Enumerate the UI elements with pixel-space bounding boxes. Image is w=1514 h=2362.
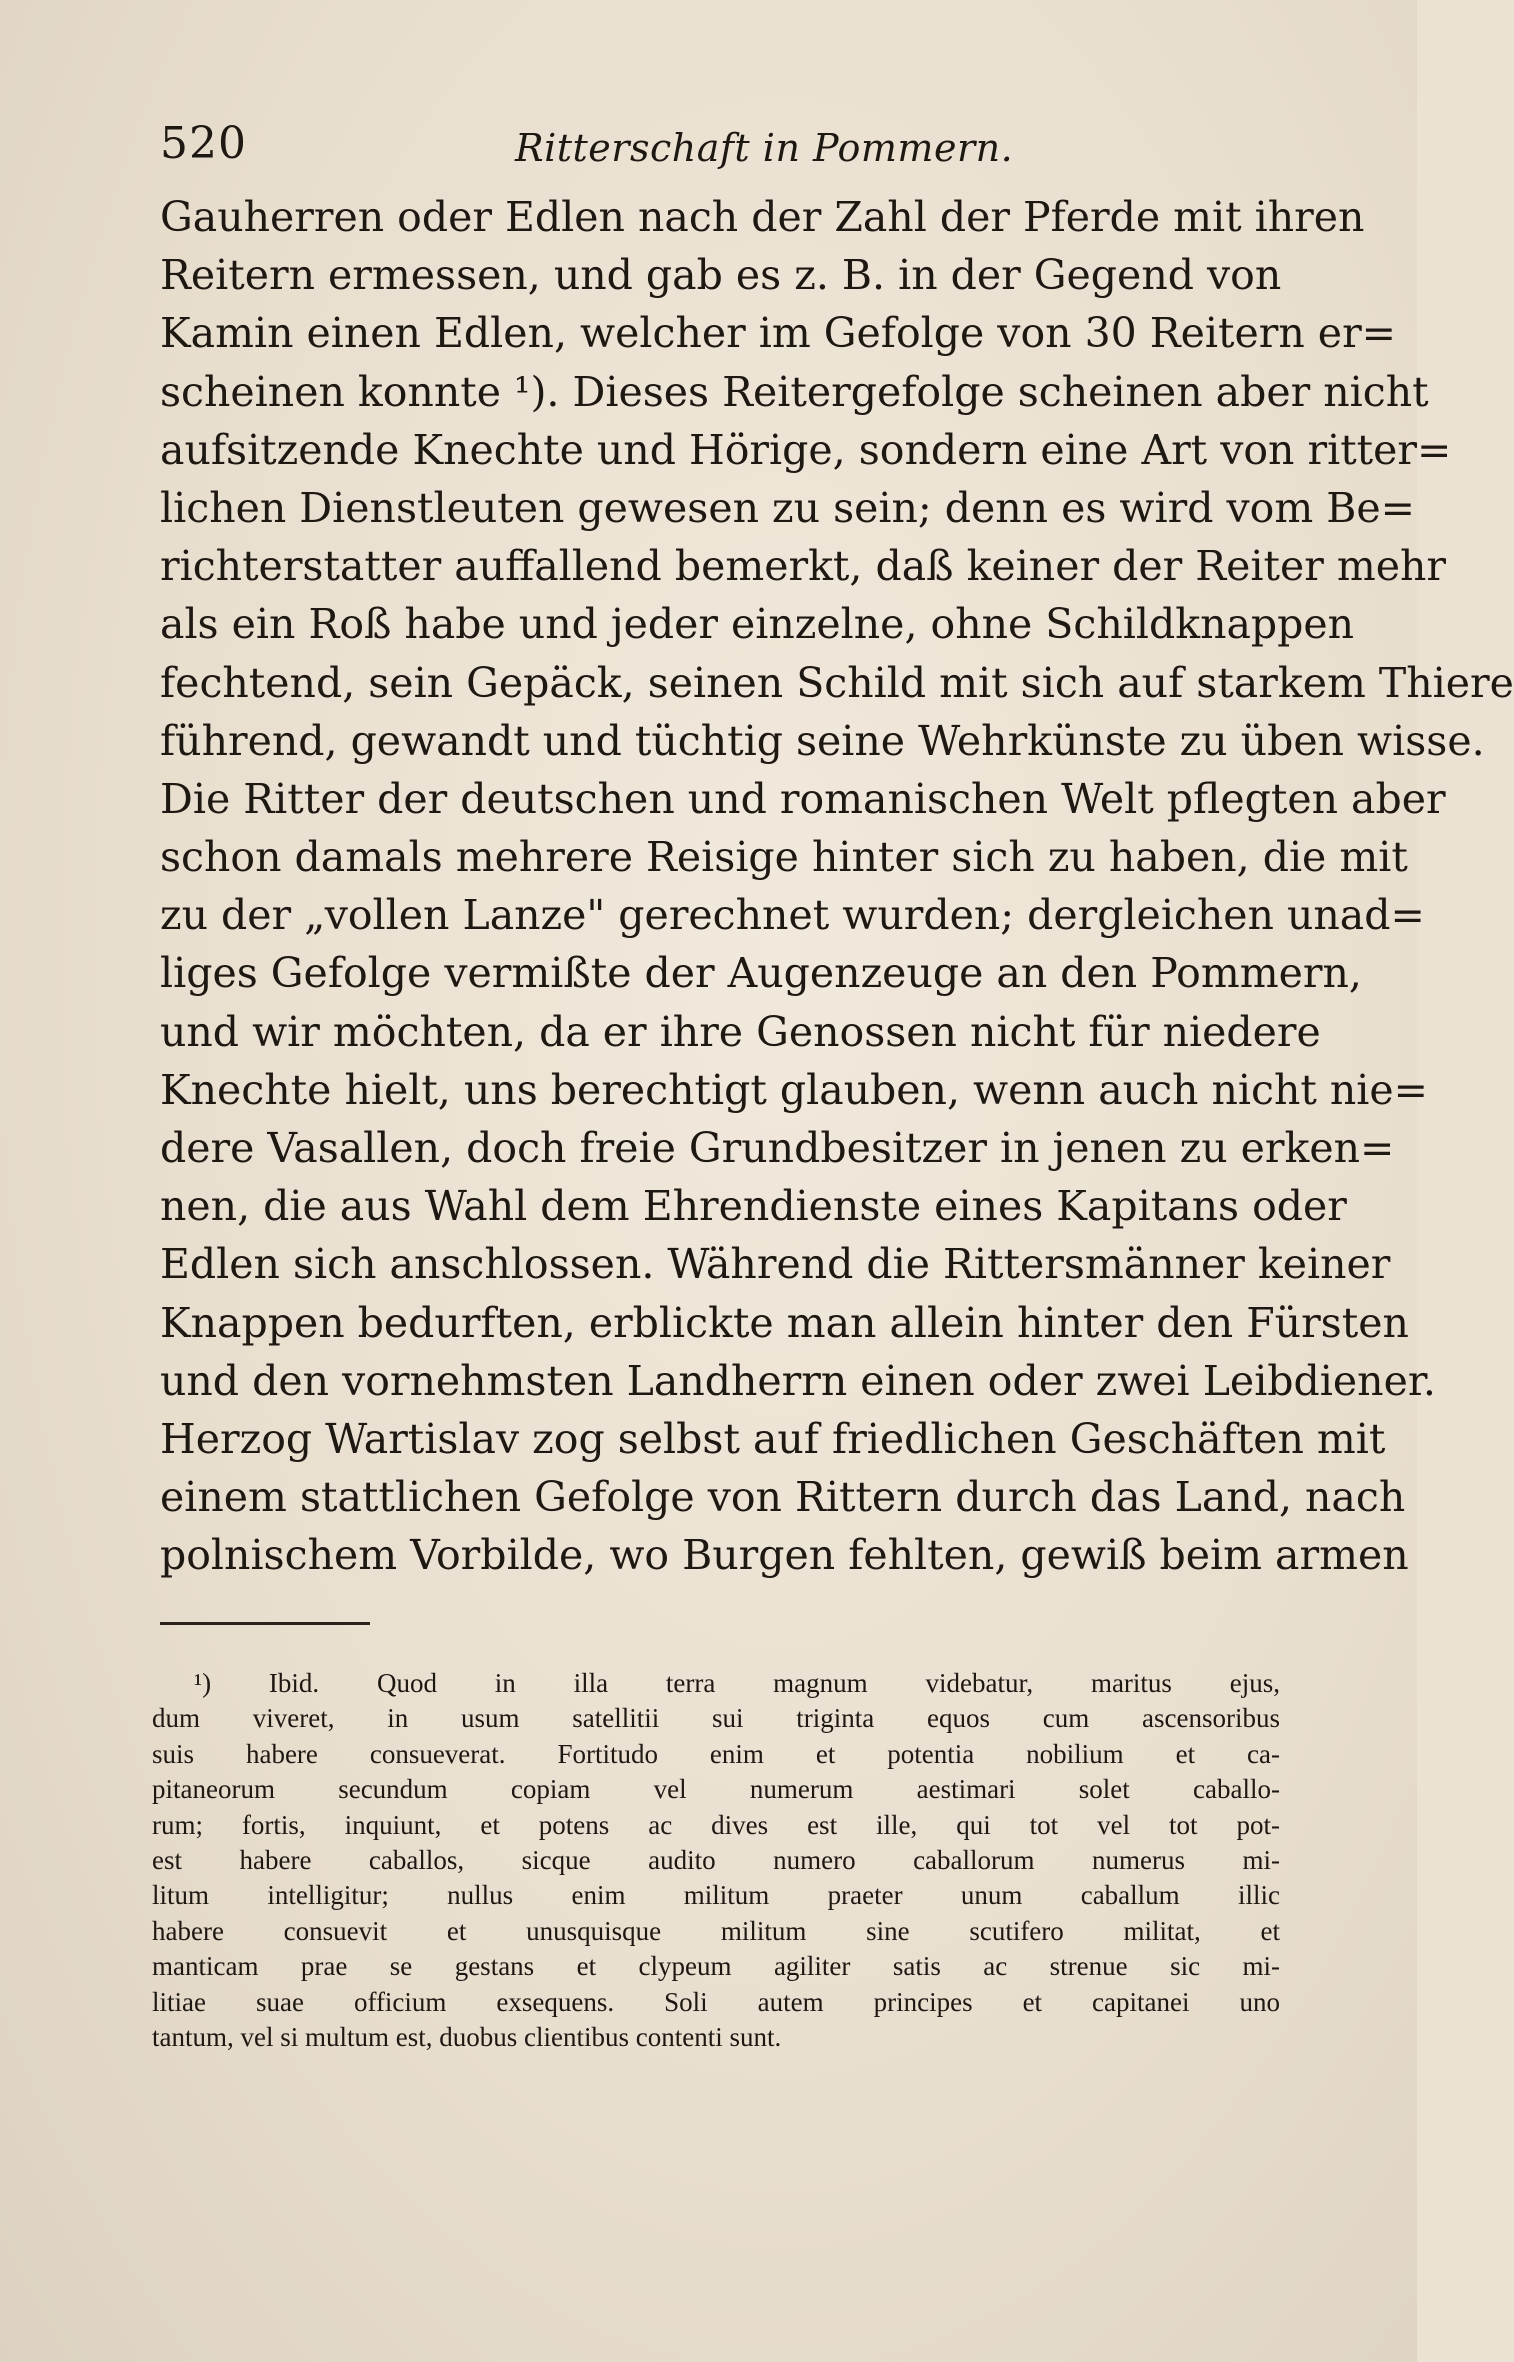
text-line: und wir möchten, da er ihre Genossen nicht für niedere (160, 1007, 1321, 1056)
footnote-line: rum; fortis, inquiunt, et potens ac dives est ille, qui tot vel tot pot- (152, 1809, 1280, 1840)
footnote-divider (160, 1622, 370, 1625)
text-line: Herzog Wartislav zog selbst auf friedlichen Geschäften mit (160, 1414, 1386, 1463)
text-line: als ein Roß habe und jeder einzelne, ohne Schildknappen (160, 600, 1355, 649)
text-line: fechtend, sein Gepäck, seinen Schild mit sich auf starkem Thiere (160, 658, 1514, 707)
footnote-line: suis habere consueverat. Fortitudo enim et potentia nobilium et ca- (152, 1738, 1280, 1769)
footnote-line: habere consuevit et unusquisque militum sine scutifero militat, et (152, 1915, 1280, 1946)
footnote-block (152, 1666, 1280, 2055)
text-line: aufsitzende Knechte und Hörige, sondern eine Art von ritter= (160, 425, 1452, 474)
main-text (160, 188, 1514, 1585)
text-line: Kamin einen Edlen, welcher im Gefolge von 30 Reitern er= (160, 309, 1397, 358)
footnote-line: litum intelligitur; nullus enim militum praeter unum caballum illic (152, 1880, 1280, 1911)
text-line: polnischem Vorbilde, wo Burgen fehlten, gewiß beim armen (160, 1531, 1409, 1580)
footnote-line: pitaneorum secundum copiam vel numerum aestimari solet caballo- (152, 1774, 1280, 1805)
footnote-line: dum viveret, in usum satellitii sui triginta equos cum ascensoribus (152, 1703, 1280, 1734)
text-line: nen, die aus Wahl dem Ehrendienste eines Kapitans oder (160, 1182, 1347, 1231)
running-title: Ritterschaft in Pommern. (515, 126, 1014, 170)
text-line: einem stattlichen Gefolge von Rittern durch das Land, nach (160, 1473, 1406, 1522)
text-line: zu der „vollen Lanze" gerechnet wurden; dergleichen unad= (160, 891, 1425, 940)
footnote-line: ¹) Ibid. Quod in illa terra magnum videbatur, maritus ejus, (194, 1668, 1280, 1698)
text-line: liges Gefolge vermißte der Augenzeuge an den Pommern, (160, 949, 1362, 998)
text-line: richterstatter auffallend bemerkt, daß keiner der Reiter mehr (160, 542, 1446, 591)
text-line: und den vornehmsten Landherrn einen oder zwei Leibdiener. (160, 1356, 1436, 1405)
text-line: lichen Dienstleuten gewesen zu sein; denn es wird vom Be= (160, 483, 1416, 532)
text-line: Gauherren oder Edlen nach der Zahl der Pferde mit ihren (160, 193, 1365, 241)
text-line: schon damals mehrere Reisige hinter sich zu haben, die mit (160, 833, 1408, 882)
text-line: Knechte hielt, uns berechtigt glauben, wenn auch nicht nie= (160, 1065, 1429, 1114)
text-line: dere Vasallen, doch freie Grundbesitzer in jenen zu erken= (160, 1124, 1395, 1172)
text-line: führend, gewandt und tüchtig seine Wehrkünste zu üben wisse. (160, 716, 1485, 765)
footnote-line: litiae suae officium exsequens. Soli autem principes et capitanei uno (152, 1986, 1280, 2017)
footnote-line: tantum, vel si multum est, duobus clientibus contenti sunt. (152, 2021, 782, 2052)
page-number: 520 (160, 118, 247, 169)
text-line: Reitern ermessen, und gab es z. B. in der Gegend von (160, 251, 1282, 300)
footnote-line: est habere caballos, sicque audito numero caballorum numerus mi- (152, 1844, 1280, 1875)
footnote-line: manticam prae se gestans et clypeum agiliter satis ac strenue sic mi- (152, 1951, 1280, 1982)
text-line: Die Ritter der deutschen und romanischen Welt pflegten aber (160, 774, 1446, 823)
text-line: Edlen sich anschlossen. Während die Rittersmänner keiner (160, 1240, 1391, 1289)
text-line: scheinen konnte ¹). Dieses Reitergefolge scheinen aber nicht (160, 367, 1429, 416)
text-line: Knappen bedurften, erblickte man allein hinter den Fürsten (160, 1298, 1409, 1347)
